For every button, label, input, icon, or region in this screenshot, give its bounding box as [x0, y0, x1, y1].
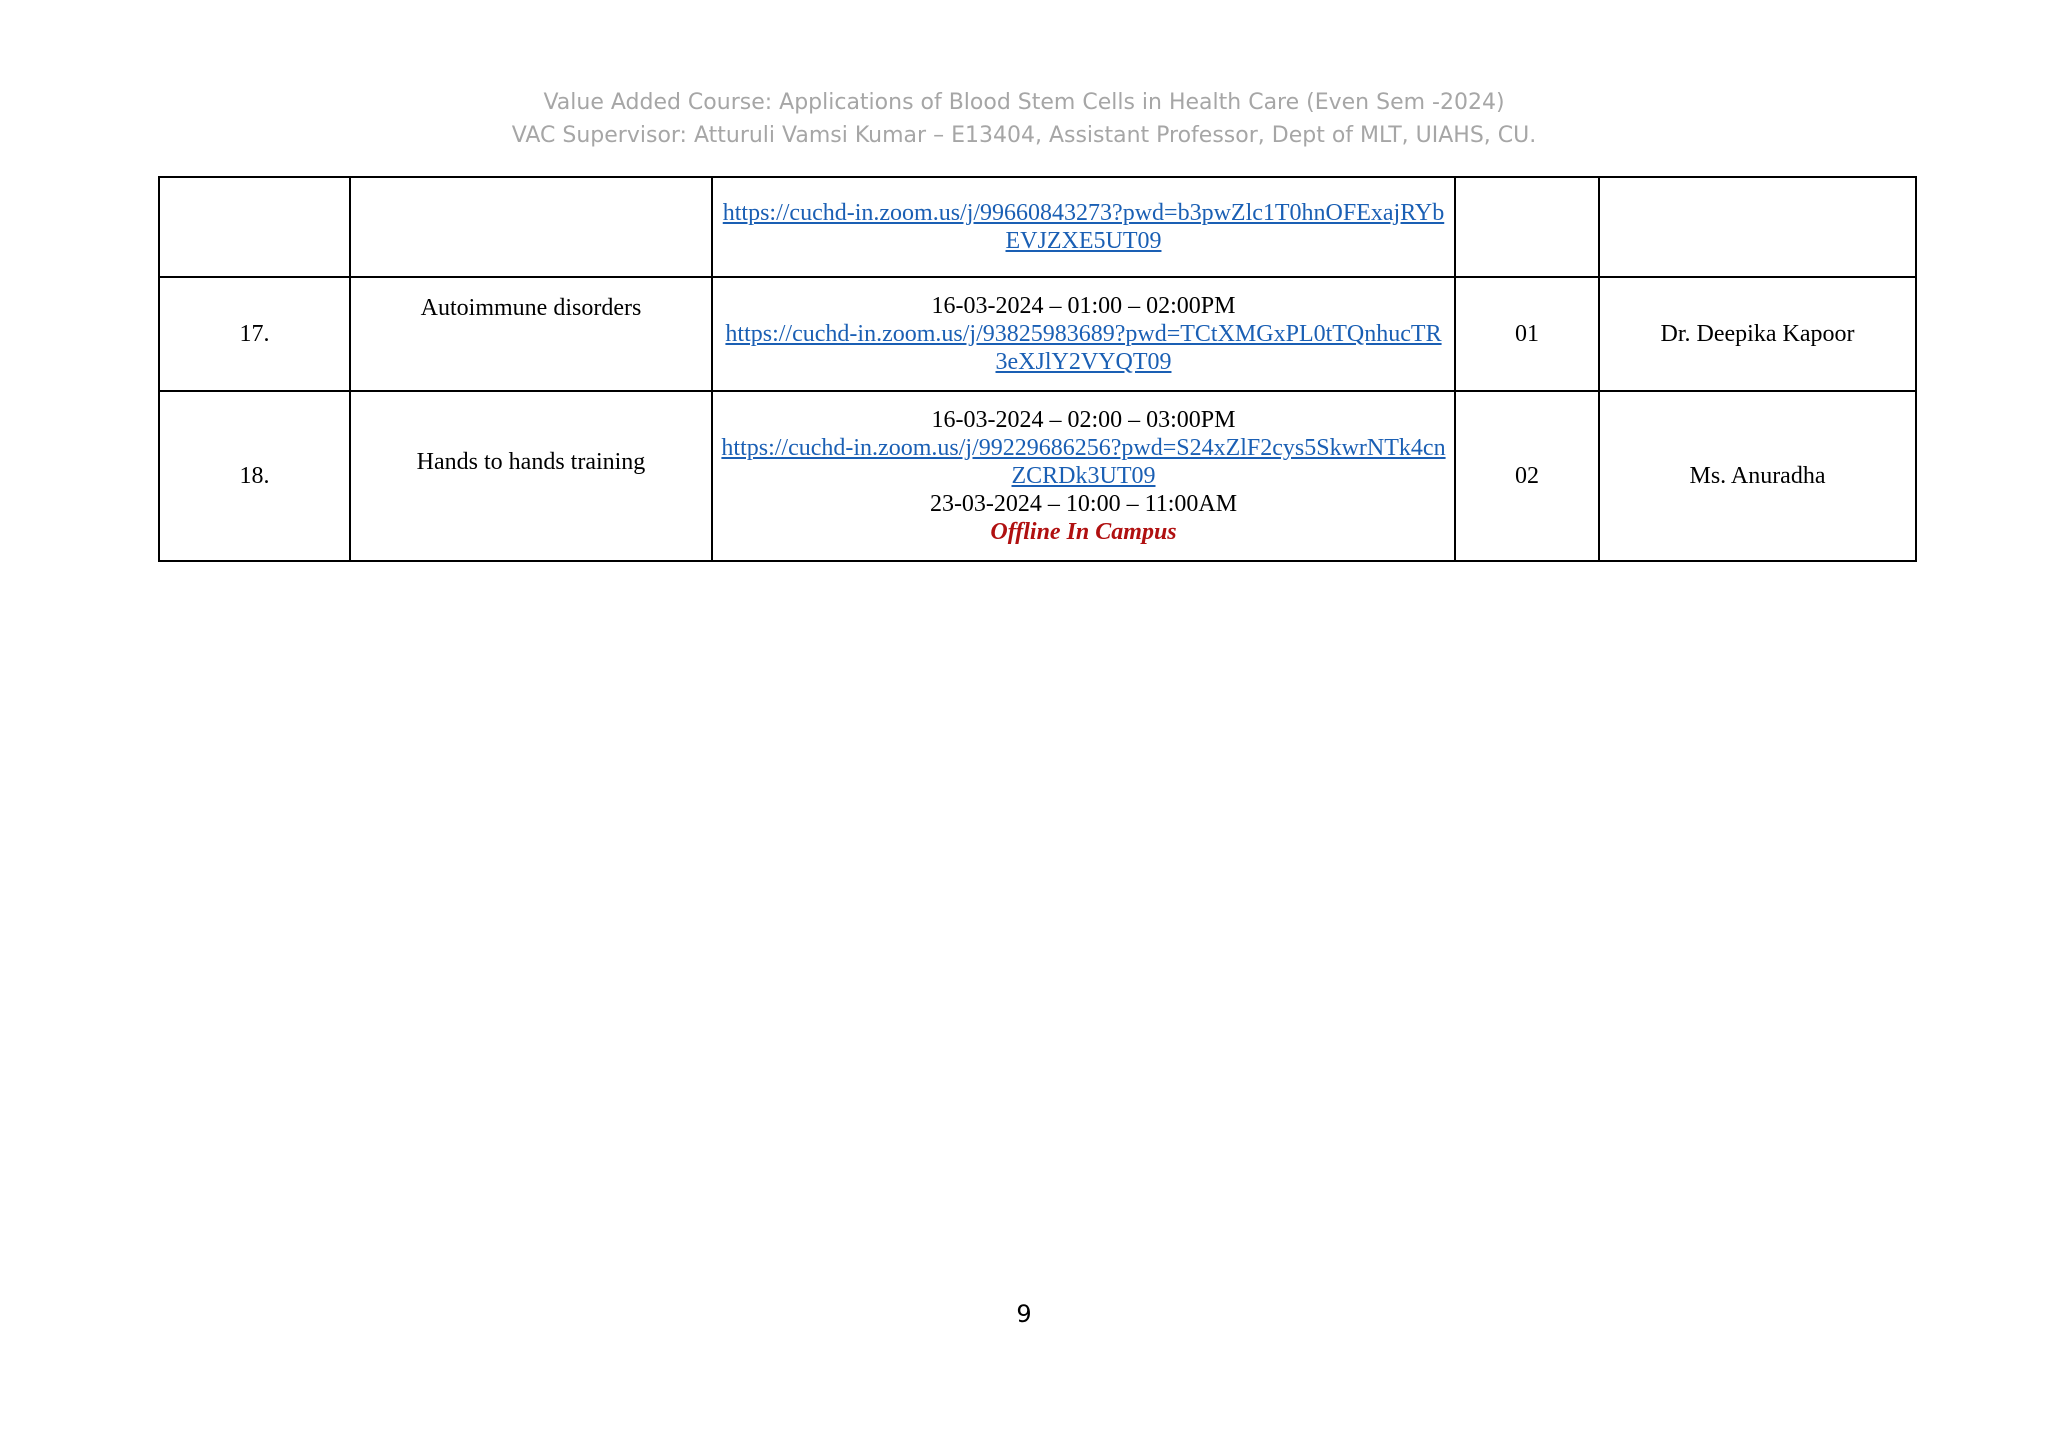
- faculty-cell: Ms. Anuradha: [1599, 391, 1916, 561]
- hours-cell: [1455, 177, 1599, 277]
- zoom-link[interactable]: https://cuchd-in.zoom.us/j/99229686256?pwd=S24xZlF2cys5SkwrNTk4cnZCRDk3UT09: [721, 435, 1446, 489]
- sno-cell: 18.: [159, 391, 350, 561]
- session-datetime: 16-03-2024 – 01:00 – 02:00PM: [931, 293, 1236, 319]
- offline-note: Offline In Campus: [990, 519, 1177, 545]
- supervisor-line: VAC Supervisor: Atturuli Vamsi Kumar – E13404, Assistant Professor, Dept of MLT, UIAHS, CU.: [511, 123, 1537, 148]
- schedule-table: [158, 176, 1917, 562]
- faculty-cell: Dr. Deepika Kapoor: [1599, 277, 1916, 391]
- session-datetime-2: 23-03-2024 – 10:00 – 11:00AM: [929, 491, 1238, 517]
- topic-cell: [350, 391, 712, 561]
- table-row: [159, 177, 1916, 277]
- page-header: [0, 86, 2048, 152]
- course-title: Value Added Course: Applications of Blood Stem Cells in Health Care (Even Sem -2024): [543, 90, 1505, 115]
- topic-cell: [350, 177, 712, 277]
- session-datetime: 16-03-2024 – 02:00 – 03:00PM: [931, 407, 1236, 433]
- page-number: 9: [1016, 1300, 1032, 1328]
- schedule-cell: [712, 391, 1455, 561]
- sno-cell: 17.: [159, 277, 350, 391]
- schedule-cell: [712, 277, 1455, 391]
- faculty-cell: [1599, 177, 1916, 277]
- hours-cell: 02: [1455, 391, 1599, 561]
- topic-cell: [350, 277, 712, 391]
- schedule-cell: [712, 177, 1455, 277]
- zoom-link[interactable]: https://cuchd-in.zoom.us/j/93825983689?pwd=TCtXMGxPL0tTQnhucTR3eXJlY2VYQT09: [725, 321, 1442, 375]
- topic-label: Hands to hands training: [416, 449, 646, 475]
- zoom-link[interactable]: https://cuchd-in.zoom.us/j/99660843273?pwd=b3pwZlc1T0hnOFExajRYbEVJZXE5UT09: [722, 200, 1445, 254]
- table-row: [159, 391, 1916, 561]
- hours-cell: 01: [1455, 277, 1599, 391]
- topic-label: Autoimmune disorders: [420, 295, 642, 321]
- table-row: [159, 277, 1916, 391]
- sno-cell: [159, 177, 350, 277]
